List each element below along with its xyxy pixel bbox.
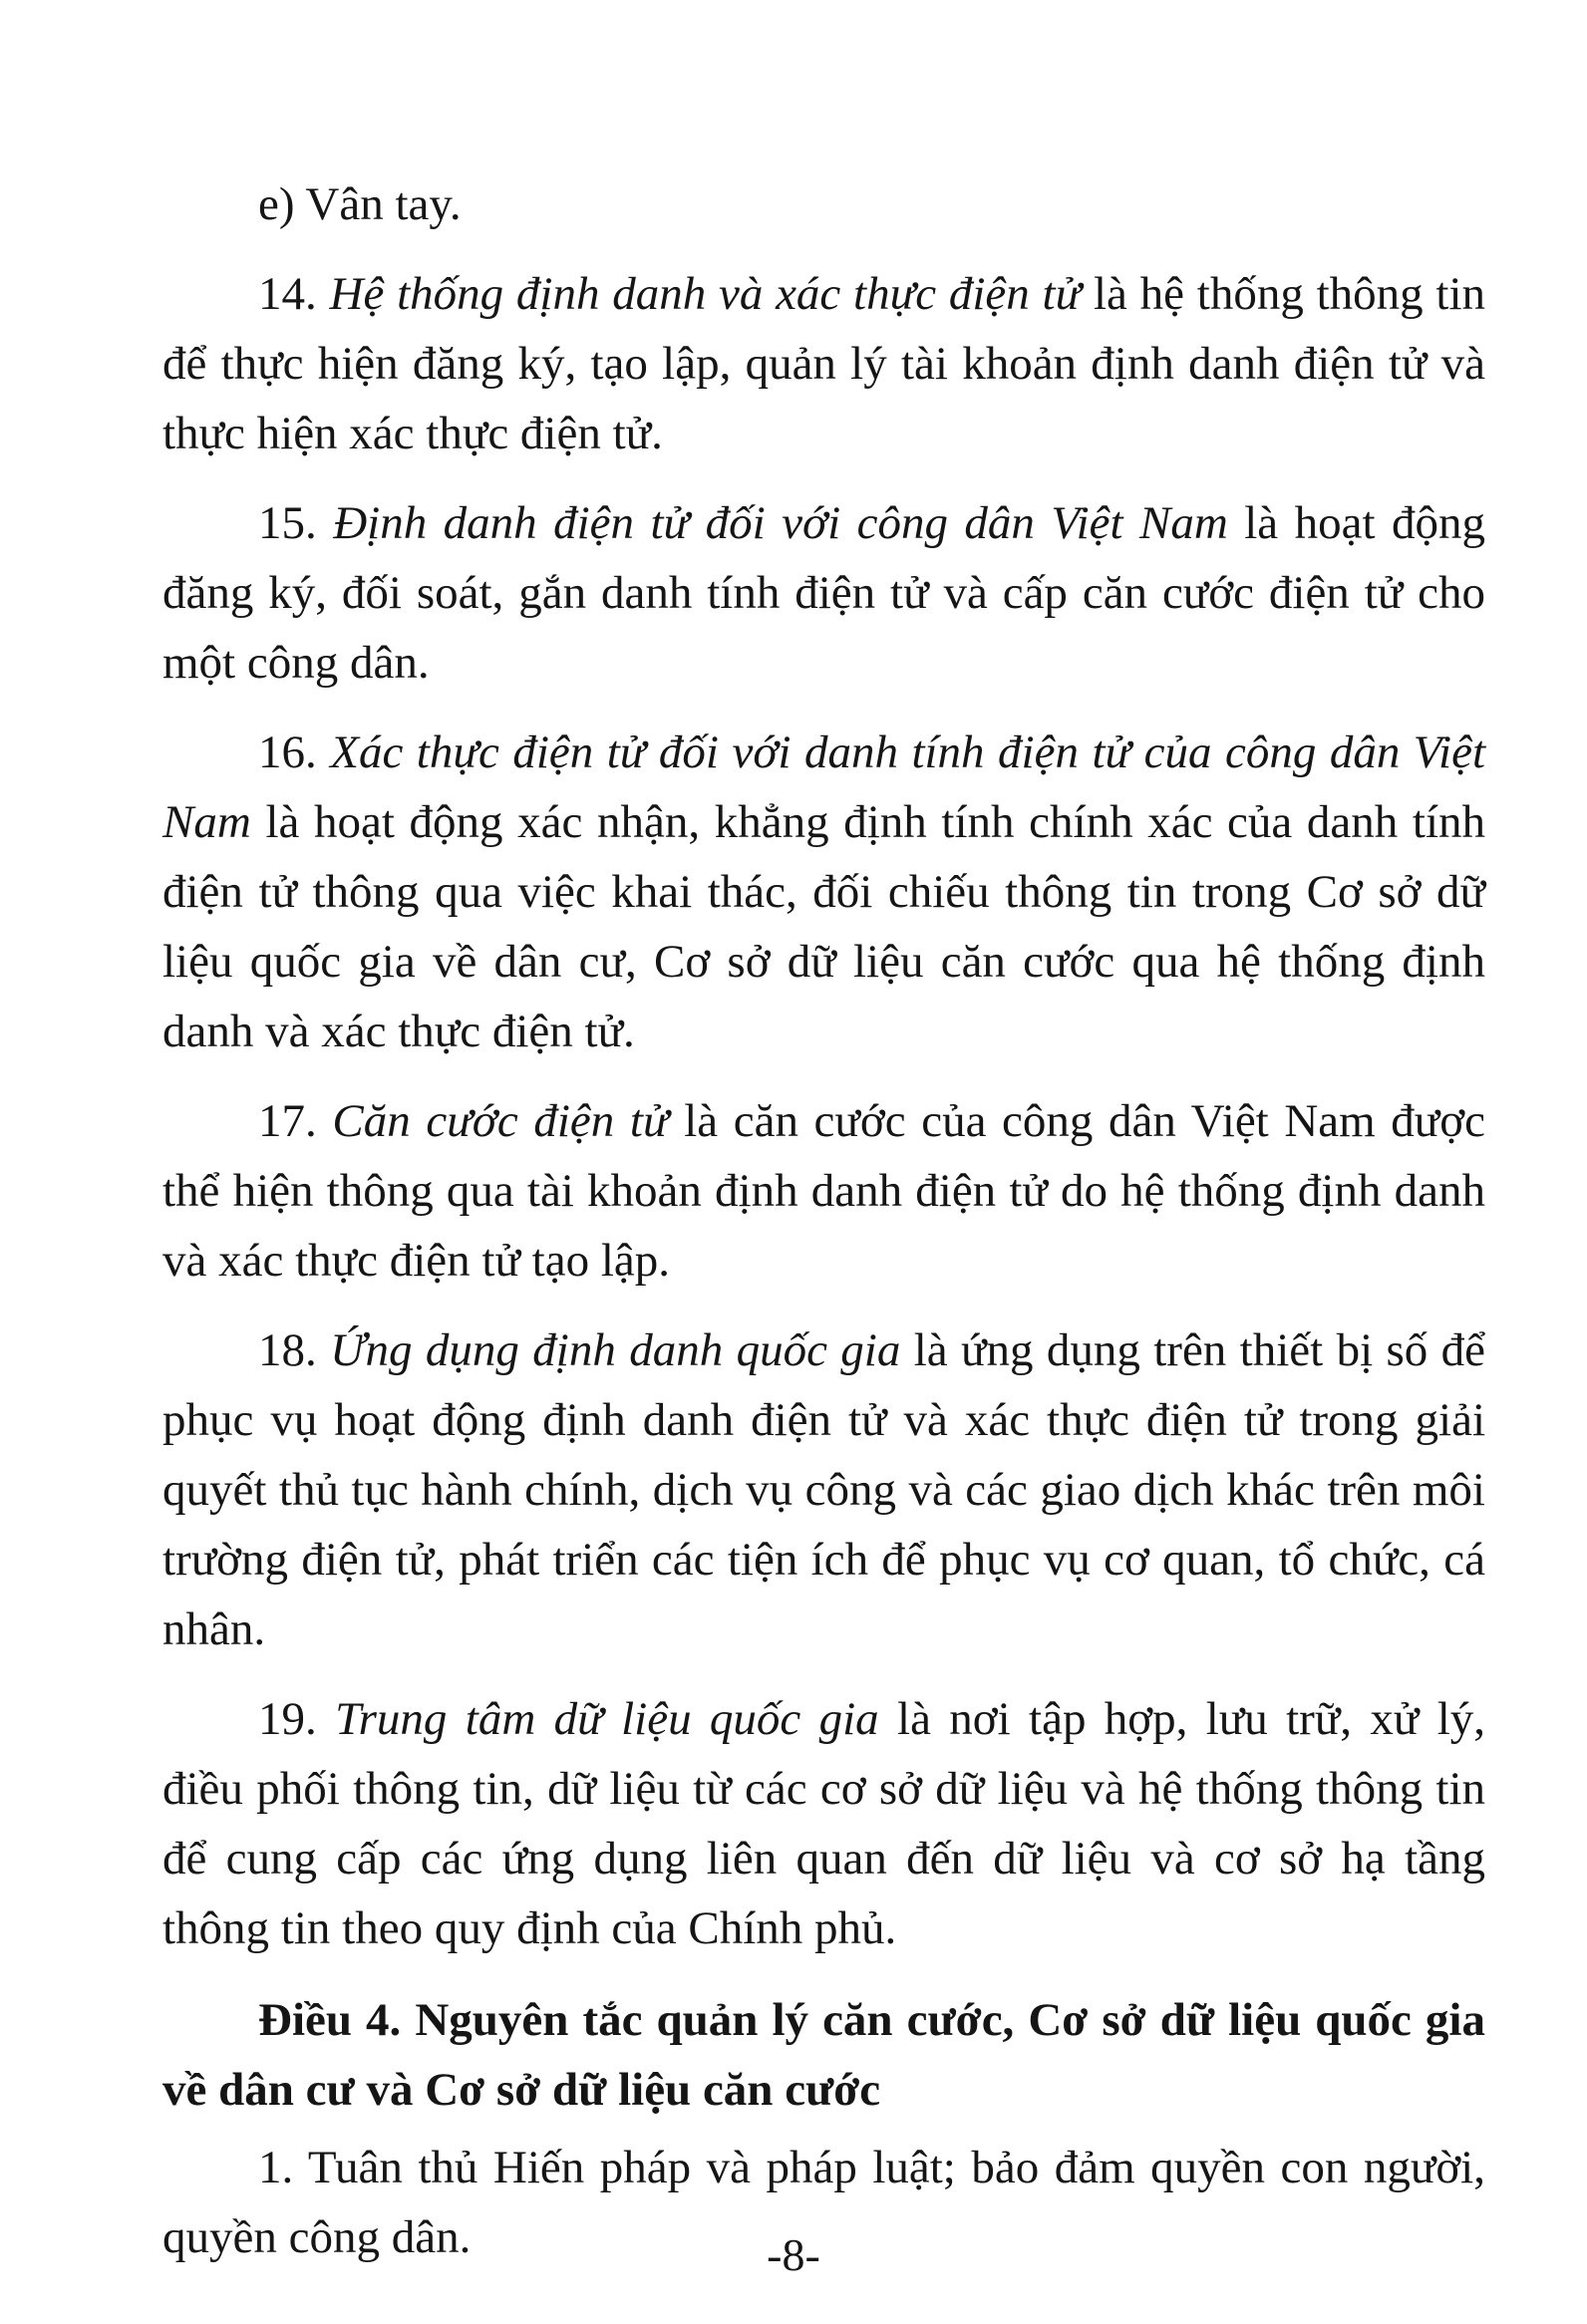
- definition-term: Hệ thống định danh và xác thực điện tử: [329, 268, 1082, 320]
- definition-16: [162, 718, 1485, 1066]
- definition-text: là hoạt động đăng ký, đối soát, gắn danh tính điện tử và cấp căn cước điện tử cho một công dân.: [162, 497, 1485, 689]
- definition-number: 15.: [258, 497, 317, 549]
- article-heading: Điều 4. Nguyên tắc quản lý căn cước, Cơ sở dữ liệu quốc gia về dân cư và Cơ sở dữ liệu căn cước: [162, 1994, 1485, 2116]
- page-number: -8-: [767, 2229, 820, 2280]
- definition-text: là căn cước của công dân Việt Nam được thể hiện thông qua tài khoản định danh điện tử do hệ thống định danh và xác thực điện tử tạo lập.: [162, 1095, 1485, 1287]
- definition-18: [162, 1315, 1485, 1664]
- definition-number: 19.: [258, 1693, 317, 1745]
- definition-number: 14.: [258, 268, 317, 320]
- definition-text: là ứng dụng trên thiết bị số để phục vụ hoạt động định danh điện tử và xác thực điện tử trong giải quyết thủ tục hành chính, dịch vụ công và các giao dịch khác trên môi trường điện tử, phát triển các tiện ích để phục vụ cơ quan, tổ chức, cá nhân.: [162, 1324, 1486, 1655]
- definition-number: 16.: [258, 726, 317, 778]
- definition-term: Định danh điện tử đối với công dân Việt Nam: [333, 497, 1228, 549]
- definition-number: 18.: [258, 1324, 317, 1376]
- item-e: e) Vân tay.: [258, 178, 462, 230]
- definition-14: [162, 259, 1485, 468]
- definition-text: là hệ thống thông tin để thực hiện đăng ký, tạo lập, quản lý tài khoản định danh điện tử và thực hiện xác thực điện tử.: [162, 268, 1486, 459]
- definition-term: Căn cước điện tử: [332, 1095, 669, 1147]
- definition-term: Trung tâm dữ liệu quốc gia: [335, 1693, 879, 1745]
- definition-term: Xác thực điện tử đối với danh tính điện tử của công dân Việt Nam: [162, 726, 1486, 848]
- definition-text: là nơi tập hợp, lưu trữ, xử lý, điều phối thông tin, dữ liệu từ các cơ sở dữ liệu và hệ thống thông tin để cung cấp các ứng dụng liên quan đến dữ liệu và cơ sở hạ tầng thông tin theo quy định của Chính phủ.: [162, 1693, 1485, 1954]
- article-clause-1: 1. Tuân thủ Hiến pháp và pháp luật; bảo đảm quyền con người, quyền công dân.: [162, 2142, 1485, 2263]
- definition-17: [162, 1086, 1485, 1296]
- definition-19: [162, 1684, 1485, 1963]
- definition-term: Ứng dụng định danh quốc gia: [330, 1324, 901, 1376]
- definition-number: 17.: [258, 1095, 317, 1147]
- definition-15: [162, 488, 1485, 698]
- definition-text: là hoạt động xác nhận, khẳng định tính chính xác của danh tính điện tử thông qua việc khai thác, đối chiếu thông tin trong Cơ sở dữ liệu quốc gia về dân cư, Cơ sở dữ liệu căn cước qua hệ thống định danh và xác thực điện tử.: [162, 796, 1486, 1057]
